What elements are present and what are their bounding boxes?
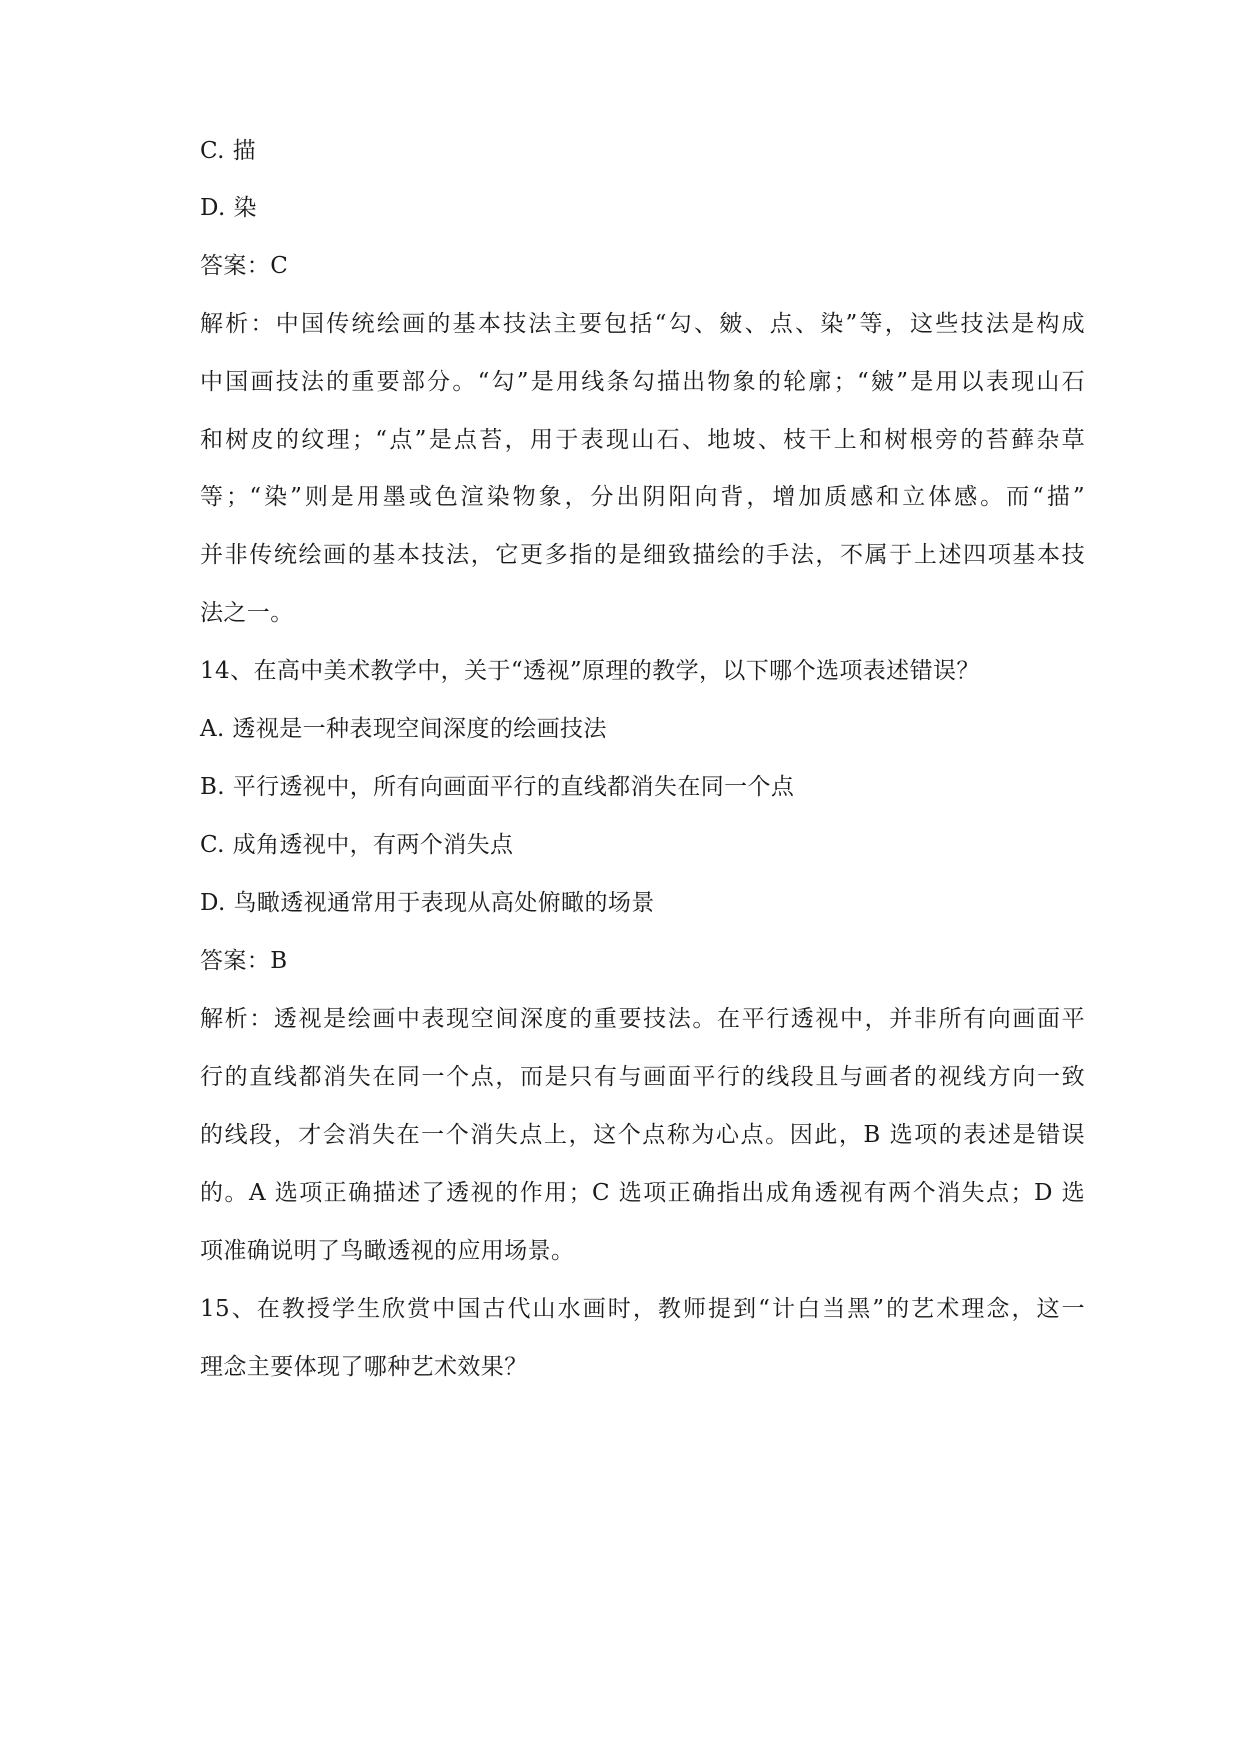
- q14-option-d: D. 鸟瞰透视通常用于表现从高处俯瞰的场景: [200, 890, 655, 916]
- q13-explanation-line: 法之一。: [200, 600, 294, 626]
- q14-answer: 答案：B: [200, 948, 288, 974]
- q14-explanation-line: 解析：透视是绘画中表现空间深度的重要技法。在平行透视中，并非所有向画面平: [200, 1006, 1085, 1032]
- q14-option-b: B. 平行透视中，所有向画面平行的直线都消失在同一个点: [200, 774, 795, 800]
- q14-option-a: A. 透视是一种表现空间深度的绘画技法: [200, 716, 607, 742]
- q14-explanation-line: 的线段，才会消失在一个消失点上，这个点称为心点。因此，B 选项的表述是错误: [200, 1122, 1085, 1148]
- q13-explanation-line: 解析：中国传统绘画的基本技法主要包括“勾、皴、点、染”等，这些技法是构成: [200, 311, 1085, 337]
- q13-option-c: C. 描: [200, 138, 257, 164]
- q14-explanation-line: 行的直线都消失在同一个点，而是只有与画面平行的线段且与画者的视线方向一致: [200, 1064, 1085, 1090]
- q13-explanation-line: 等；“染”则是用墨或色渲染物象，分出阴阳向背，增加质感和立体感。而“描”: [200, 484, 1085, 510]
- q13-option-d: D. 染: [200, 195, 257, 221]
- q15-question-line: 15、在教授学生欣赏中国古代山水画时，教师提到“计白当黑”的艺术理念，这一: [200, 1296, 1085, 1322]
- q13-explanation-line: 中国画技法的重要部分。“勾”是用线条勾描出物象的轮廓；“皴”是用以表现山石: [200, 369, 1085, 395]
- q14-explanation-line: 项准确说明了鸟瞰透视的应用场景。: [200, 1238, 575, 1264]
- q13-answer: 答案：C: [200, 253, 289, 279]
- q15-question-line: 理念主要体现了哪种艺术效果？: [200, 1354, 528, 1380]
- q13-explanation-line: 并非传统绘画的基本技法，它更多指的是细致描绘的手法，不属于上述四项基本技: [200, 542, 1085, 568]
- q13-explanation-line: 和树皮的纹理；“点”是点苔，用于表现山石、地坡、枝干上和树根旁的苔藓杂草: [200, 427, 1085, 453]
- q14-option-c: C. 成角透视中，有两个消失点: [200, 832, 514, 858]
- q14-question: 14、在高中美术教学中，关于“透视”原理的教学，以下哪个选项表述错误？: [200, 658, 980, 684]
- q14-explanation-line: 的。A 选项正确描述了透视的作用；C 选项正确指出成角透视有两个消失点；D 选: [200, 1180, 1085, 1206]
